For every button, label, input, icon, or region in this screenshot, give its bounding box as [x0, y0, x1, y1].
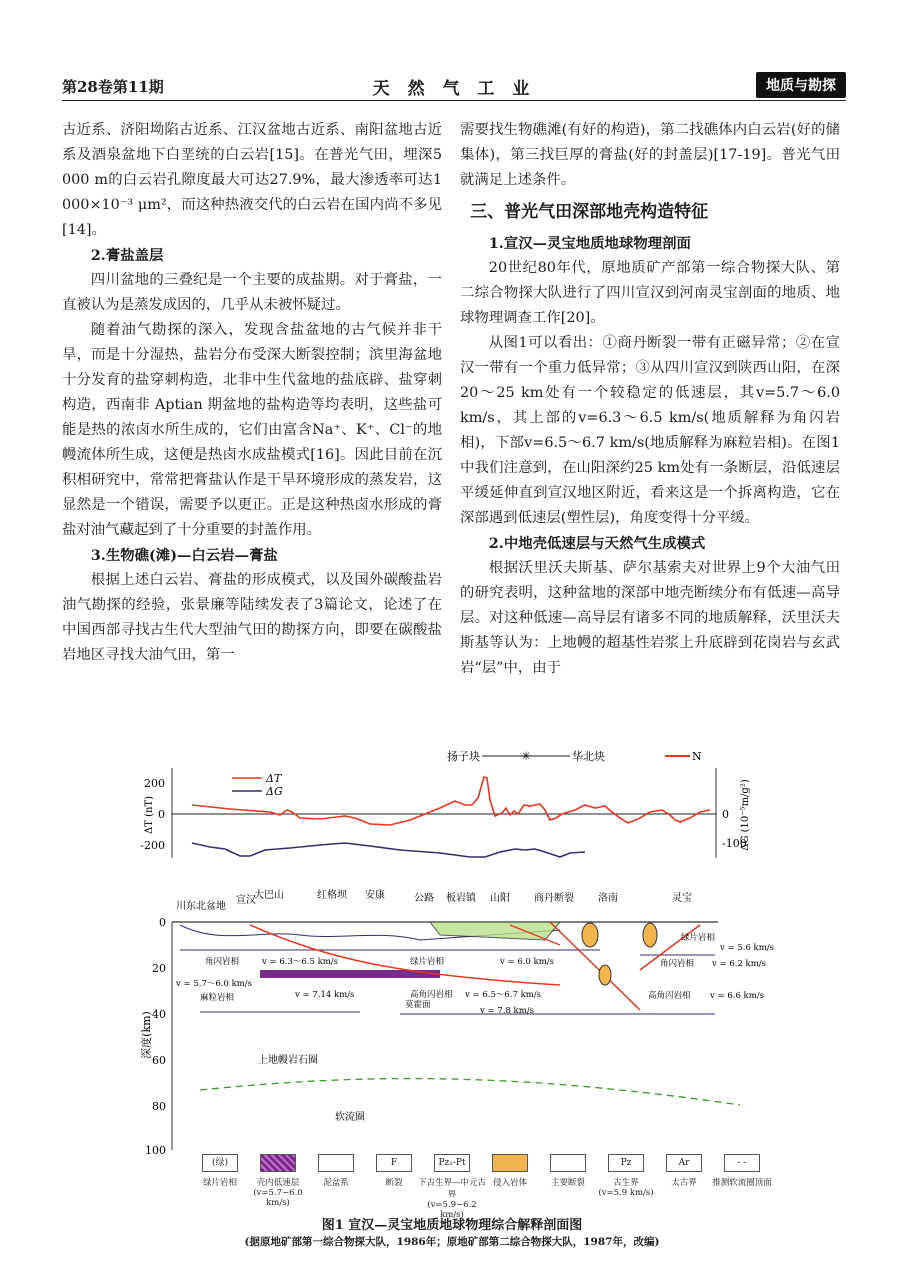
figure-label: v = 6.3～6.5 km/s [262, 957, 339, 967]
figure-label: v = 5.6 km/s [720, 943, 774, 953]
figure-label: v = 6.6 km/s [710, 991, 764, 1001]
legend-sub: (v=5.9 km/s) [598, 1188, 654, 1198]
block-south: 扬子块 [447, 750, 480, 763]
figure-label: v = 6.2 km/s [712, 959, 766, 969]
legend-label: 下古生界—中元古界 [417, 1178, 486, 1200]
legend-item [707, 1154, 777, 1188]
figure-label: 角闪岩相 [660, 959, 695, 969]
figure-label: 高角闪岩相 [648, 991, 691, 1001]
paragraph: 根据沃里沃夫斯基、萨尔基索夫对世界上9个大油气田的研究表明，这种盆地的深部中地壳断续分布有低速—高导层。对这种低速—高导层有诸多不同的地质解释，沃里沃夫斯基等认为：上地幔的超基性岩浆上升底辟到花岗岩与玄武岩“层”中，由于 [460, 560, 840, 676]
legend-symbol: Ar [666, 1154, 702, 1172]
legend-label: 主要断裂 [550, 1178, 585, 1188]
subheading: 1.宣汉—灵宝地质地球物理剖面 [488, 235, 691, 252]
figure-label: 洛南 [598, 893, 618, 904]
figure-label: 公路 [414, 893, 434, 904]
legend-symbol: Pz [608, 1154, 644, 1172]
legend-sub: (v=5.7~6.0 km/s) [253, 1188, 303, 1208]
depth-tick: 100 [145, 1144, 166, 1155]
y-label-right: ΔG (10⁻⁵m/g²) [740, 779, 751, 851]
legend-label: 断裂 [385, 1178, 403, 1188]
figure-label: 上地幔岩石圈 [258, 1055, 318, 1066]
right-column [460, 118, 840, 681]
legend-label: 侵入岩体 [492, 1178, 527, 1188]
figure-source: (据原地矿部第一综合物探大队，1986年；原地矿部第二综合物探大队，1987年，改编) [244, 1236, 660, 1248]
figure-label: 红格坝 [317, 890, 347, 901]
north-label: N [692, 750, 702, 763]
section-badge: 地质与勘探 [756, 72, 846, 98]
figure-label: v = 6.0 km/s [500, 957, 554, 967]
depth-tick: 80 [152, 1100, 166, 1113]
figure-label: 莫霍面 [405, 1000, 431, 1010]
legend-label: 推测软流圈顶面 [712, 1178, 772, 1188]
legend-label: 泥盆系 [323, 1178, 349, 1188]
figure-label: 麻粒岩相 [200, 993, 235, 1003]
legend-symbol [550, 1154, 586, 1172]
figure-label: 软流圈 [335, 1112, 365, 1123]
legend-label: 壳内低速层 [256, 1178, 300, 1188]
figure-label: 角闪岩相 [205, 957, 240, 967]
depth-tick: 20 [152, 962, 166, 975]
figure-label: 宣汉 [236, 895, 256, 906]
legend-label: 古生界 [613, 1178, 639, 1188]
figure-label: 绿片岩相 [681, 933, 716, 943]
legend-symbol [260, 1154, 296, 1172]
legend-symbol [492, 1154, 528, 1172]
figure-label: 山阳 [490, 893, 510, 904]
tick: -100 [722, 837, 747, 850]
anomaly-profile [140, 749, 751, 858]
tick: -200 [140, 839, 165, 852]
depth-tick: 40 [152, 1008, 166, 1021]
paragraph: 20世纪80年代，原地质矿产部第一综合物探大队、第二综合物探大队进行了四川宣汉到河南灵宝剖面的地质、地球物理调查工作[20]。 [460, 260, 840, 326]
figure-label: 大巴山 [254, 890, 284, 901]
block-north: 华北块 [572, 750, 605, 763]
tick: 200 [144, 777, 165, 790]
figure-caption: 图1 宣汉—灵宝地质地球物理综合解释剖面图 [321, 1218, 583, 1233]
depth-tick: 0 [159, 916, 166, 929]
paragraph: 四川盆地的三叠纪是一个主要的成盐期。对于膏盐，一直被认为是蒸发成因的，几乎从未被怀疑过。 [62, 272, 442, 313]
page-header [62, 72, 846, 101]
legend-symbol: Pz₁-Pt [434, 1154, 470, 1172]
y-label-left: ΔT (nT) [144, 796, 155, 834]
section-heading: 三、普光气田深部地壳构造特征 [470, 202, 709, 222]
dT-curve [192, 777, 562, 825]
issue-label: 第28卷第11期 [62, 78, 164, 96]
legend-dG: ΔG [266, 785, 283, 798]
figure-1 [140, 740, 780, 1155]
tick: 0 [158, 808, 165, 821]
legend-symbol [318, 1154, 354, 1172]
legend-symbol: F [376, 1154, 412, 1172]
figure-label: v = 5.7～6.0 km/s [176, 979, 253, 989]
legend-symbol: (绿) [202, 1154, 238, 1172]
left-column [62, 118, 442, 668]
asthenosphere-top [200, 1079, 740, 1105]
figure-label: 商丹断裂 [534, 893, 574, 904]
depth-label: 深度(km) [140, 1011, 153, 1059]
paragraph: 需要找生物礁滩(有好的构造)，第二找礁体内白云岩(好的储集体)，第三找巨厚的膏盐(好的封盖层)[17-19]。普光气田就满足上述条件。 [460, 122, 840, 188]
paragraph: 古近系、济阳坳陷古近系、江汉盆地古近系、南阳盆地古近系及酒泉盆地下白垩统的白云岩[15]。在普光气田，埋深5 000 m的白云岩孔隙度最大可达27.9%，最大渗透率可达1 000×10⁻³ μm²，而这种热液交代的白云岩在国内尚不多见[14]。 [62, 122, 442, 238]
legend-symbol: - - [724, 1154, 760, 1172]
paragraph: 随着油气勘探的深入，发现含盐盆地的古气候并非干旱，而是十分湿热，盐岩分布受深大断裂控制；滨里海盆地十分发育的盐穿刺构造，北非中生代盆地的盐底辟、盐穿刺构造，西南非 Aptian 期盆地的盐构造等均表明，这些盐可能是热的浓卤水所生成的，它们由富含Na⁺、K⁺、Cl⁻的地幔流体所生成，这便是热卤水成盐模式[16]。因此目前在沉积相研究中，常常把膏盐认作是干旱环境形成的蒸发岩，这显然是一个错误，需要予以更正。正是这种热卤水形成的膏盐对油气藏起到了十分重要的封盖作用。 [62, 322, 442, 538]
dG-curve [192, 843, 585, 857]
paragraph: 从图1可以看出：①商丹断裂一带有正磁异常；②在宣汉一带有一个重力低异常；③从四川宣汉到陕西山阳，在深20～25 km处有一个较稳定的低速层，其v=5.7～6.0 km/s，其上部的v=6.3～6.5 km/s(地质解释为角闪岩相)，下部v=6.5～6.7 km/s(地质解释为麻粒岩相)。在图1中我们注意到，在山阳深约25 km处有一条断层，沿低速层平缓延伸直到宣汉地区附近，看来这是一个拆离构造，它在深部遇到低速层(塑性层)，角度变得十分平缓。 [460, 335, 840, 526]
figure-label: v = 6.5～6.7 km/s [465, 990, 542, 1000]
svg-text:✳: ✳ [520, 749, 532, 763]
legend-label: 太古界 [671, 1178, 697, 1188]
figure-label: 灵宝 [672, 893, 692, 904]
legend-label: 绿片岩相 [202, 1178, 237, 1188]
figure-label: v = 7.14 km/s [295, 990, 355, 1000]
figure-label: 板岩镇 [446, 893, 476, 904]
figure-label: 安康 [365, 890, 385, 901]
paragraph: 根据上述白云岩、膏盐的形成模式，以及国外碳酸盐岩油气勘探的经验，张景廉等陆续发表了3篇论文，论述了在中国西部寻找古生代大型油气田的勘探方向，即要在碳酸盐岩地区寻找大油气田，第一 [62, 572, 442, 663]
subheading: 2.膏盐盖层 [90, 247, 164, 264]
legend-dT: ΔT [266, 772, 282, 785]
figure-label: 高角闪岩相 [410, 990, 453, 1000]
figure-label: 绿片岩相 [410, 957, 445, 967]
figure-label: v = 7.8 km/s [480, 1006, 534, 1016]
figure-legend [185, 1154, 772, 1220]
cross-section [140, 888, 774, 1155]
subheading: 2.中地壳低速层与天然气生成模式 [488, 535, 706, 552]
tick: 0 [722, 808, 729, 821]
figure-label: 川东北盆地 [176, 901, 226, 912]
journal-title: 天 然 气 工 业 [372, 79, 536, 99]
legend-sub: (v=5.9~6.2 km/s) [427, 1200, 477, 1220]
subheading: 3.生物礁(滩)—白云岩—膏盐 [90, 547, 278, 564]
depth-tick: 60 [152, 1054, 166, 1067]
